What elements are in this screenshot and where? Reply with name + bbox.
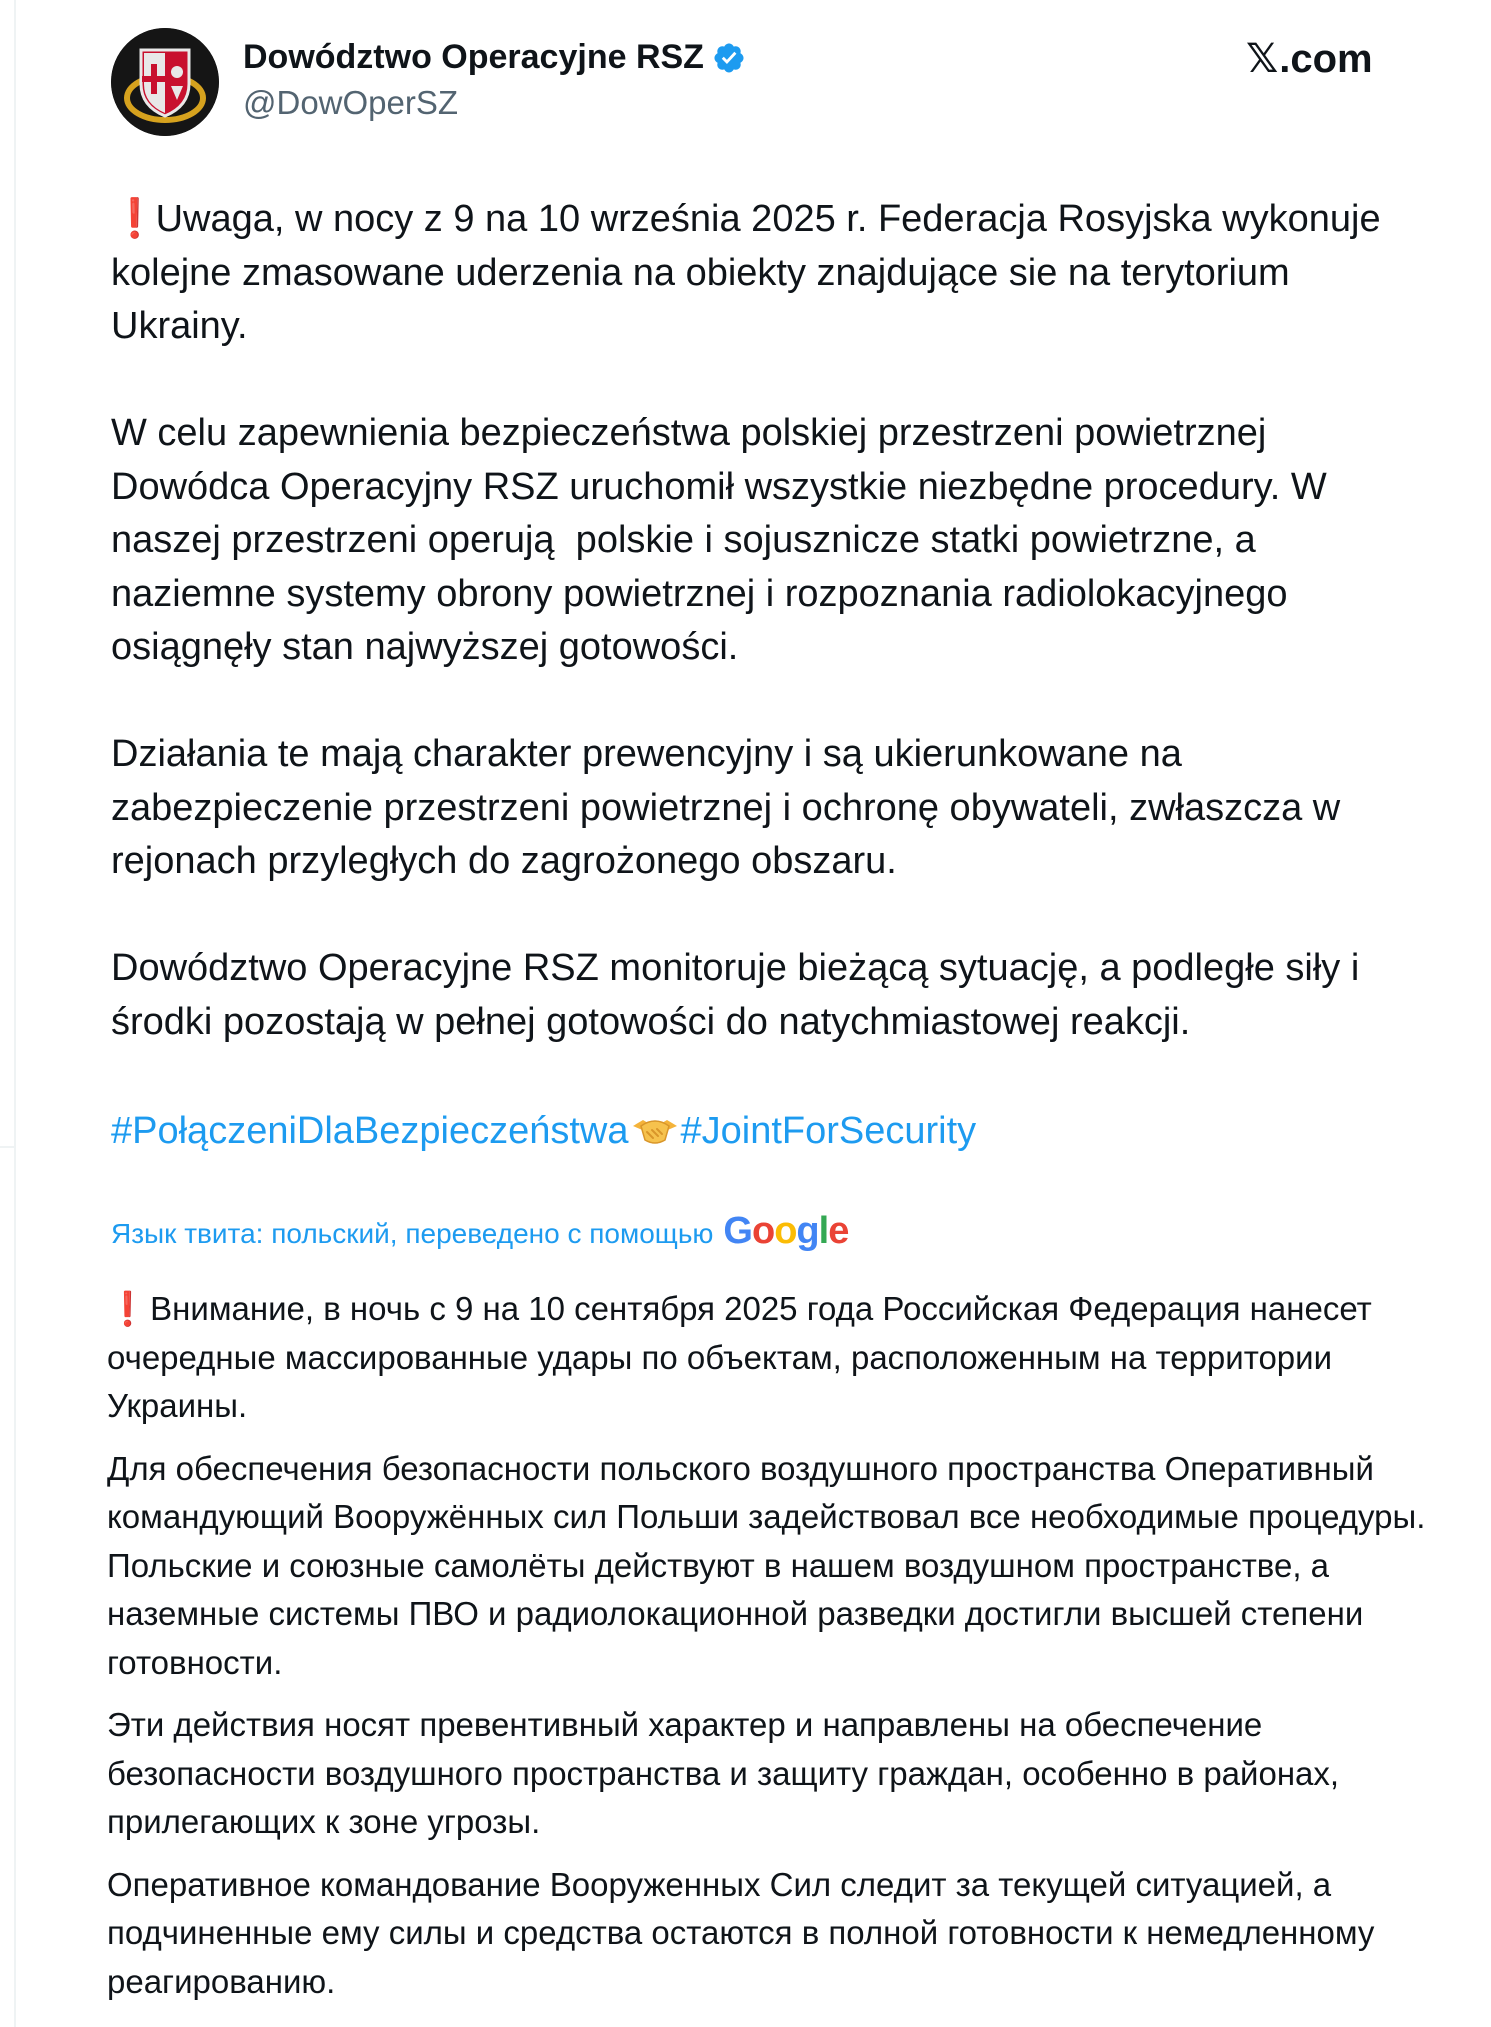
google-logo-icon: Google <box>723 1210 849 1252</box>
x-com-badge <box>1246 36 1373 82</box>
tweet-header <box>111 28 1381 138</box>
avatar[interactable] <box>111 28 219 136</box>
timeline-left-border <box>14 0 16 2027</box>
hashtag-link[interactable]: #PołączeniDlaBezpieczeństwa <box>111 1110 629 1152</box>
author-handle[interactable]: @DowOperSZ <box>243 84 459 121</box>
translated-text <box>107 1285 1427 2020</box>
tweet-paragraph: W celu zapewnienia bezpieczeństwa polskiej przestrzeni powietrznej Dowódca Operacyjny RSZ uruchomił wszystkie niezbędne procedury. W naszej przestrzeni operują polskie i sojusznicze statki powietrzne, a naziemne systemy obrony powietrznej i rozpoznania radiolokacyjnego osiągnęły stan najwyższej gotowości. <box>111 412 1338 668</box>
tweet-text <box>111 193 1411 1103</box>
tweet-paragraph <box>111 193 1411 354</box>
handshake-icon <box>631 1112 679 1152</box>
translated-paragraph: Оперативное командование Вооруженных Сил следит за текущей ситуацией, а подчиненные ему силы и средства остаются в полной готовности к немедленному реагированию. <box>107 1865 1375 2000</box>
hashtag-link[interactable]: #JointForSecurity <box>680 1110 977 1152</box>
exclamation-icon: ❗ <box>111 198 159 240</box>
translated-paragraph: Для обеспечения безопасности польского воздушного пространства Оперативный командующий Вооружённых сил Польши задействовал все необходимые процедуры. Польские и союзные самолёты действуют в нашем воздушном пространстве, а наземные системы ПВО и радиолокационной разведки достигли высшей степени готовности. <box>107 1449 1426 1681</box>
tweet-paragraph: Dowództwo Operacyjne RSZ monitoruje bieżącą sytuację, a podległe siły i środki pozostają w pełnej gotowości do natychmiastowej reakcji. <box>111 947 1370 1043</box>
x-logo-icon: 𝕏 <box>1246 36 1279 82</box>
tweet-paragraph-text: Uwaga, w nocy z 9 na 10 września 2025 r. Federacja Rosyjska wykonuje kolejne zmasowane uderzenia na obiekty znajdujące sie na terytorium Ukrainy. <box>111 198 1392 347</box>
exclamation-icon: ❗ <box>107 1290 149 1327</box>
site-domain: .com <box>1279 36 1373 81</box>
tweet-paragraph: Działania te mają charakter prewencyjny i są ukierunkowane na zabezpieczenie przestrzeni powietrznej i ochronę obywateli, zwłaszcza w rejonach przyległych do zagrożonego obszaru. <box>111 733 1351 882</box>
translation-note-text: Язык твита: польский, переведено с помощью <box>111 1218 714 1249</box>
author-display-name[interactable] <box>243 38 746 77</box>
military-emblem-icon <box>111 28 219 136</box>
hashtag-row <box>111 1105 976 1158</box>
display-name-text: Dowództwo Operacyjne RSZ <box>243 38 704 76</box>
translation-attribution[interactable] <box>111 1210 848 1253</box>
translated-paragraph <box>107 1285 1427 1431</box>
translated-paragraph: Эти действия носят превентивный характер и направлены на обеспечение безопасности воздушного пространства и защиту граждан, особенно в районах, прилегающих к зоне угрозы. <box>107 1706 1340 1840</box>
translated-paragraph-text: Внимание, в ночь с 9 на 10 сентября 2025 года Российская Федерация нанесет очередные массированные удары по объектам, расположенным на территории Украины. <box>107 1290 1372 1424</box>
timeline-divider <box>0 1146 14 1148</box>
verified-badge-icon <box>712 41 746 75</box>
